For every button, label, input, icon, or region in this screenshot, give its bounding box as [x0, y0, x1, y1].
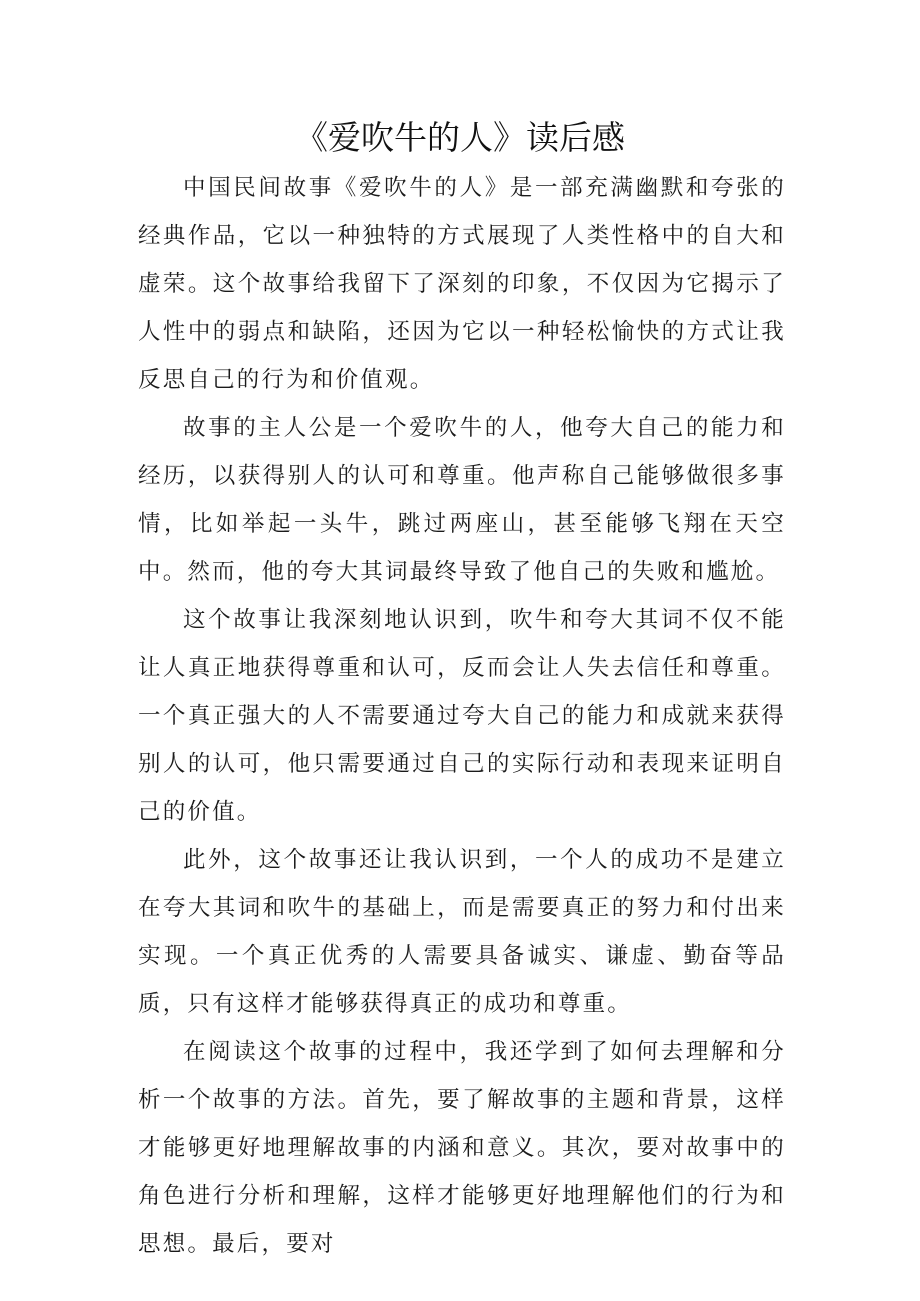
paragraph-3: 这个故事让我深刻地认识到，吹牛和夸大其词不仅不能让人真正地获得尊重和认可，反而会让人失去信任和尊重。一个真正强大的人不需要通过夸大自己的能力和成就来获得别人的认可，他只需要通过自己的实际行动和表现来证明自己的价值。 — [138, 607, 786, 825]
paragraph-1: 中国民间故事《爱吹牛的人》是一部充满幽默和夸张的经典作品，它以一种独特的方式展现了人类性格中的自大和虚荣。这个故事给我留下了深刻的印象，不仅因为它揭示了人性中的弱点和缺陷，还因为它以一种轻松愉快的方式让我反思自己的行为和价值观。 — [138, 175, 786, 393]
paragraph-2: 故事的主人公是一个爱吹牛的人，他夸大自己的能力和经历，以获得别人的认可和尊重。他声称自己能够做很多事情，比如举起一头牛，跳过两座山，甚至能够飞翔在天空中。然而，他的夸大其词最终导致了他自己的失败和尴尬。 — [138, 415, 786, 585]
paragraph-5: 在阅读这个故事的过程中，我还学到了如何去理解和分析一个故事的方法。首先，要了解故事的主题和背景，这样才能够更好地理解故事的内涵和意义。其次，要对故事中的角色进行分析和理解，这样才能够更好地理解他们的行为和思想。最后，要对 — [138, 1039, 786, 1257]
paragraph-4: 此外，这个故事还让我认识到，一个人的成功不是建立在夸大其词和吹牛的基础上，而是需要真正的努力和付出来实现。一个真正优秀的人需要具备诚实、谦虚、勤奋等品质，只有这样才能够获得真正的成功和尊重。 — [138, 847, 786, 1017]
document-title: 《爱吹牛的人》读后感 — [295, 118, 625, 157]
document-body — [138, 164, 786, 1268]
